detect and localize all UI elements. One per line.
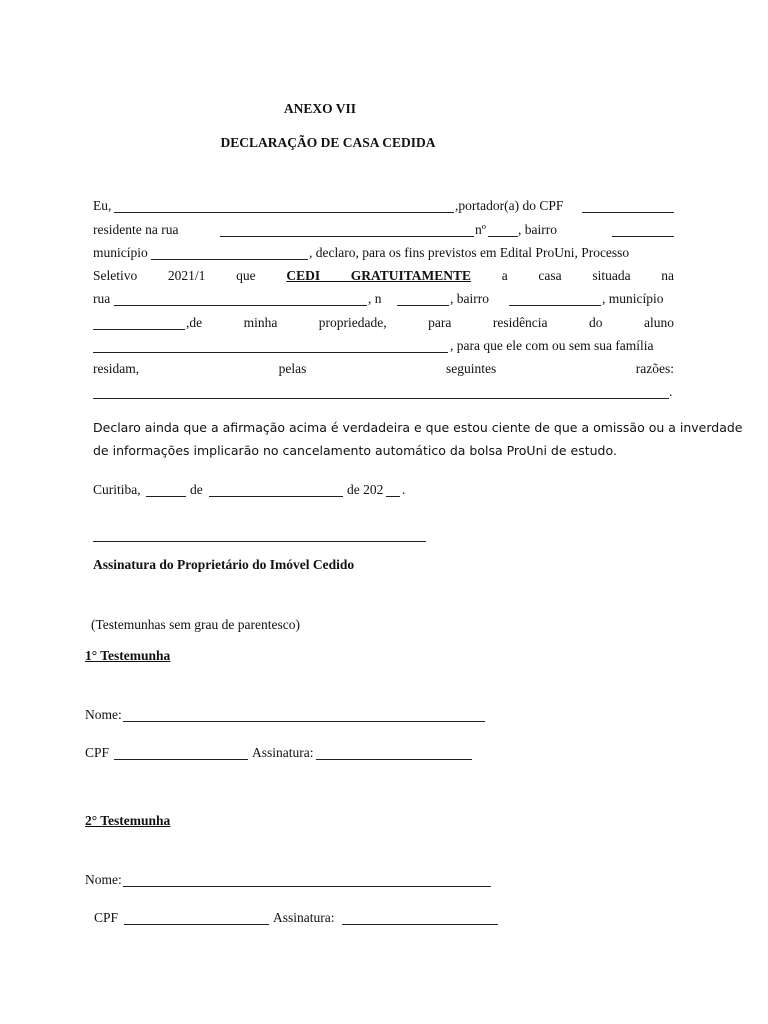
declaration-line2: de informações implicarão no cancelamento automático da bolsa ProUni de estudo. [93,443,617,458]
body-line5-city: , município [602,291,664,306]
witness2-name-blank [123,886,491,887]
body-line2-number: nº [475,222,486,237]
city-blank [151,259,308,260]
body-line3-text: , declaro, para os fins previstos em Edital ProUni, Processo [309,245,630,260]
body-line5-start: rua [93,291,111,306]
body-line8: residam, pelas seguintes razões: [93,361,674,376]
property-number-blank [397,305,449,306]
property-street-blank [114,305,367,306]
date-month-blank [209,496,343,497]
witness1-title: 1° Testemunha [85,648,171,663]
reasons-blank [93,398,669,399]
reasons-end-period: . [669,384,673,399]
body-line5-district: , bairro [450,291,489,306]
witness2-title: 2° Testemunha [85,813,171,828]
annex-heading: ANEXO VII [283,101,357,116]
body-line1-start: Eu, [93,198,112,213]
document-title: DECLARAÇÃO DE CASA CEDIDA [220,135,436,150]
body-line4-start: Seletivo 2021/1 que [93,268,256,283]
cpf-blank [582,212,674,213]
witness1-name-label: Nome: [85,707,122,722]
street-blank [220,236,474,237]
witness1-sign-blank [316,759,472,760]
body-line2-start: residente na rua [93,222,179,237]
property-city-blank [93,329,185,330]
property-district-blank [509,305,601,306]
date-city: Curitiba, [93,482,141,497]
witness2-sign-label: Assinatura: [273,910,335,925]
witness1-cpf-label: CPF [85,745,110,760]
witness1-sign-label: Assinatura: [252,745,314,760]
date-end: . [402,482,406,497]
owner-signature-label: Assinatura do Proprietário do Imóvel Cedido [93,557,355,572]
witness-note: (Testemunhas sem grau de parentesco) [91,617,300,632]
body-line4-end: a casa situada na [501,268,675,283]
body-line4-emphasis: CEDI GRATUITAMENTE [286,268,472,283]
body-line2-district: , bairro [518,222,557,237]
name-blank [114,212,454,213]
body-line7-text: , para que ele com ou sem sua família [450,338,654,353]
witness1-name-blank [123,721,485,722]
body-line5-number: , n [368,291,382,306]
body-line6: ,de minha propriedade, para residência do aluno [186,315,674,330]
witness2-cpf-blank [124,924,269,925]
date-de-1: de [190,482,203,497]
student-name-blank [93,352,448,353]
declaration-line1: Declaro ainda que a afirmação acima é verdadeira e que estou ciente de que a omissão ou a inverdade [93,420,743,435]
date-day-blank [146,496,186,497]
body-line3-start: município [93,245,148,260]
body-line4 [93,268,674,284]
number-blank [488,236,518,237]
date-year-blank [386,496,400,497]
witness2-sign-blank [342,924,498,925]
district-blank [612,236,674,237]
witness2-cpf-label: CPF [94,910,119,925]
witness1-cpf-blank [114,759,248,760]
witness2-name-label: Nome: [85,872,122,887]
date-de-2: de 202 [347,482,384,497]
body-line1-cpf: ,portador(a) do CPF [455,198,564,213]
owner-signature-line [93,541,426,542]
